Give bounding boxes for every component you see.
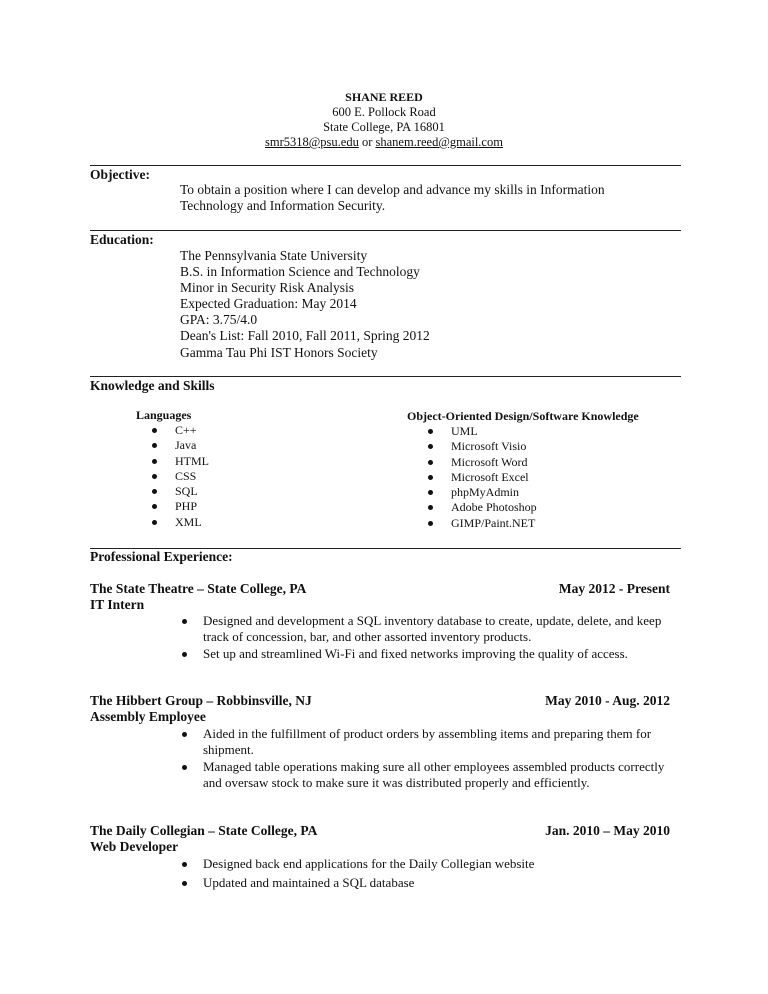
education-line: B.S. in Information Science and Technology: [180, 264, 420, 279]
bullet-icon: [152, 489, 157, 494]
bullet-icon: [428, 444, 433, 449]
education-line: The Pennsylvania State University: [180, 248, 368, 263]
job-role: Assembly Employee: [90, 709, 206, 724]
list-item: Microsoft Visio: [426, 439, 537, 454]
list-item: phpMyAdmin: [426, 485, 537, 500]
bullet-icon: [182, 765, 187, 770]
email-separator: or: [361, 135, 373, 149]
job-bullets: [180, 726, 680, 792]
email-line: [0, 135, 768, 150]
bullet-icon: [428, 475, 433, 480]
list-item: Designed and development a SQL inventory database to create, update, delete, and keep track of concession, bar, and other assorted inventory products.: [180, 613, 680, 645]
education-line: Gamma Tau Phi IST Honors Society: [180, 345, 378, 360]
job-role: Web Developer: [90, 839, 179, 854]
list-item: CSS: [150, 469, 209, 484]
list-item: Set up and streamlined Wi-Fi and fixed networks improving the quality of access.: [180, 646, 680, 662]
list-item: SQL: [150, 484, 209, 499]
education-line: Dean's List: Fall 2010, Fall 2011, Spring 2012: [180, 328, 430, 343]
list-item: HTML: [150, 454, 209, 469]
job-employer: The Hibbert Group – Robbinsville, NJ: [90, 693, 312, 708]
bullet-icon: [182, 619, 187, 624]
job-bullets: [180, 613, 680, 663]
languages-list: [150, 423, 209, 530]
bullet-icon: [182, 862, 187, 867]
objective-line-2: Technology and Information Security.: [180, 198, 386, 213]
objective-heading: Objective:: [90, 167, 150, 182]
bullet-icon: [428, 429, 433, 434]
skills-heading: Knowledge and Skills: [90, 378, 215, 393]
section-divider: [90, 376, 681, 377]
job-dates: May 2010 - Aug. 2012: [545, 693, 670, 708]
list-item: PHP: [150, 499, 209, 514]
bullet-icon: [428, 521, 433, 526]
list-item: XML: [150, 515, 209, 530]
email-link-gmail[interactable]: shanem.reed@gmail.com: [375, 135, 503, 149]
bullet-icon: [152, 443, 157, 448]
resume-name: SHANE REED: [345, 90, 423, 104]
list-item: Designed back end applications for the Daily Collegian website: [180, 856, 680, 872]
bullet-icon: [152, 520, 157, 525]
education-line: Minor in Security Risk Analysis: [180, 280, 355, 295]
job-role: IT Intern: [90, 597, 145, 612]
bullet-icon: [152, 459, 157, 464]
job-employer: The State Theatre – State College, PA: [90, 581, 307, 596]
bullet-icon: [182, 732, 187, 737]
experience-heading: Professional Experience:: [90, 549, 233, 564]
section-divider: [90, 230, 681, 231]
bullet-icon: [152, 474, 157, 479]
education-line: Expected Graduation: May 2014: [180, 296, 357, 311]
list-item: Updated and maintained a SQL database: [180, 875, 680, 891]
job-dates: May 2012 - Present: [558, 581, 670, 596]
bullet-icon: [182, 652, 187, 657]
objective-line-1: To obtain a position where I can develop and advance my skills in Information: [180, 182, 605, 197]
bullet-icon: [152, 428, 157, 433]
list-item: C++: [150, 423, 209, 438]
job-dates: Jan. 2010 – May 2010: [545, 823, 670, 838]
oo-design-list: [426, 424, 537, 531]
list-item: Managed table operations making sure all other employees assembled products correctly and oversaw stock to make sure it was distributed properly and efficiently.: [180, 759, 680, 791]
list-item: UML: [426, 424, 537, 439]
oo-design-title: Object-Oriented Design/Software Knowledge: [407, 409, 639, 423]
list-item: GIMP/Paint.NET: [426, 516, 537, 531]
bullet-icon: [428, 460, 433, 465]
education-line: GPA: 3.75/4.0: [180, 312, 258, 327]
list-item: Microsoft Excel: [426, 470, 537, 485]
education-heading: Education:: [90, 232, 154, 247]
list-item: Java: [150, 438, 209, 453]
list-item: Aided in the fulfillment of product orders by assembling items and preparing them for shipment.: [180, 726, 680, 758]
section-divider: [90, 165, 681, 166]
bullet-icon: [152, 504, 157, 509]
list-item: Microsoft Word: [426, 455, 537, 470]
list-item: Adobe Photoshop: [426, 500, 537, 515]
bullet-icon: [182, 881, 187, 886]
email-link-psu[interactable]: smr5318@psu.edu: [265, 135, 359, 149]
job-bullets: [180, 856, 680, 892]
languages-title: Languages: [136, 408, 192, 422]
bullet-icon: [428, 490, 433, 495]
bullet-icon: [428, 505, 433, 510]
job-employer: The Daily Collegian – State College, PA: [90, 823, 318, 838]
address-line-1: 600 E. Pollock Road: [332, 105, 436, 119]
address-line-2: State College, PA 16801: [323, 120, 445, 134]
